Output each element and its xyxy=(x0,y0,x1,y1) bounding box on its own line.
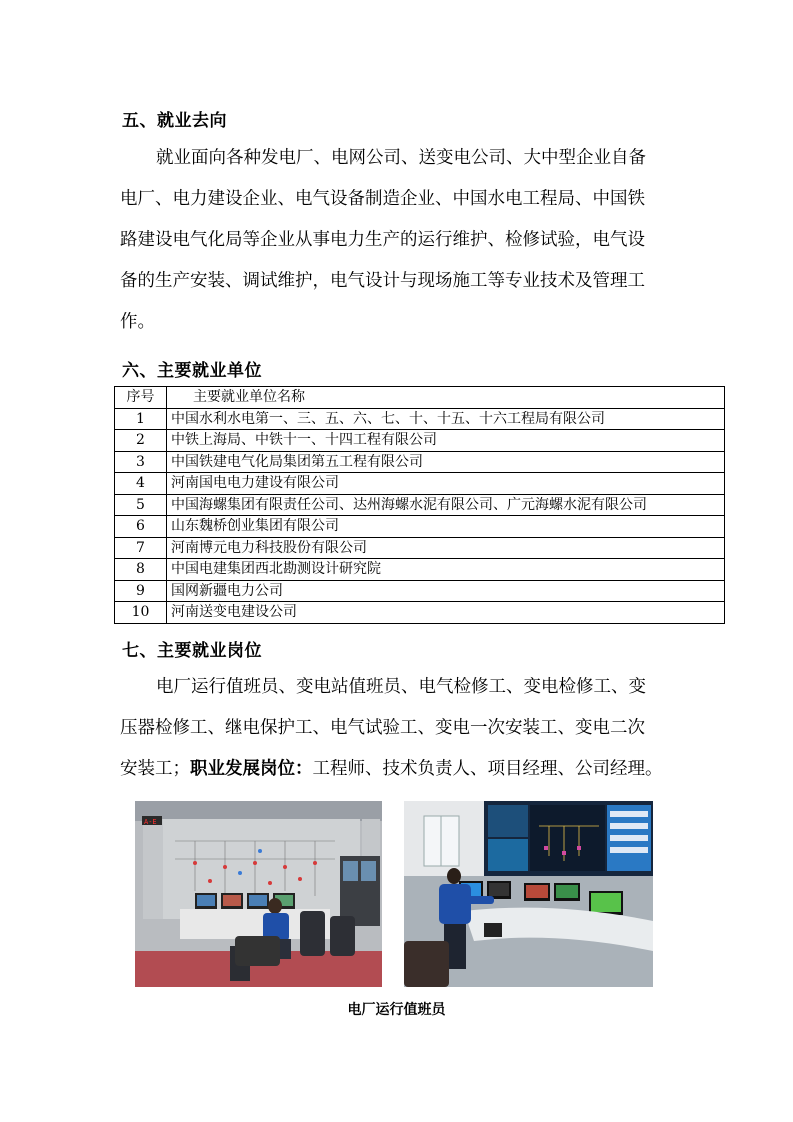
paragraph-line xyxy=(120,749,680,790)
section7-paragraph xyxy=(120,667,680,790)
section7-heading: 七、主要就业岗位 xyxy=(122,641,262,661)
table-row xyxy=(115,494,725,516)
table-row xyxy=(115,516,725,538)
display-readout: A-E xyxy=(144,818,157,826)
control-room-illustration xyxy=(135,801,382,987)
section5-heading: 五、就业去向 xyxy=(122,111,227,131)
table-row xyxy=(115,602,725,624)
row-name: 中国电建集团西北勘测设计研究院 xyxy=(167,559,725,581)
paragraph-line: 就业面向各种发电厂、电网公司、送变电公司、大中型企业自备 xyxy=(156,148,646,168)
row-name: 国网新疆电力公司 xyxy=(167,580,725,602)
table-header-row xyxy=(115,387,725,409)
photo-caption: 电厂运行值班员 xyxy=(347,1002,446,1018)
career-label: 职业发展岗位： xyxy=(190,759,313,779)
table-row xyxy=(115,559,725,581)
photo-control-room-right xyxy=(404,801,653,987)
table-row xyxy=(115,408,725,430)
row-no: 2 xyxy=(115,430,167,452)
row-name: 中铁上海局、中铁十一、十四工程有限公司 xyxy=(167,430,725,452)
paragraph-line: 电厂运行值班员、变电站值班员、电气检修工、变电检修工、变 xyxy=(156,677,646,697)
section5-paragraph xyxy=(120,138,680,343)
table-row xyxy=(115,430,725,452)
employer-table xyxy=(114,386,725,624)
row-no: 10 xyxy=(115,602,167,624)
row-name: 河南国电电力建设有限公司 xyxy=(167,473,725,495)
row-no: 4 xyxy=(115,473,167,495)
row-no: 8 xyxy=(115,559,167,581)
table-row xyxy=(115,537,725,559)
table-row xyxy=(115,580,725,602)
row-name: 河南博元电力科技股份有限公司 xyxy=(167,537,725,559)
row-name: 河南送变电建设公司 xyxy=(167,602,725,624)
row-no: 6 xyxy=(115,516,167,538)
paragraph-line: 电厂、电力建设企业、电气设备制造企业、中国水电工程局、中国铁 xyxy=(120,189,645,209)
row-name: 中国海螺集团有限责任公司、达州海螺水泥有限公司、广元海螺水泥有限公司 xyxy=(167,494,725,516)
table-row xyxy=(115,451,725,473)
row-name: 中国铁建电气化局集团第五工程有限公司 xyxy=(167,451,725,473)
dispatch-center-illustration xyxy=(404,801,653,987)
row-no: 1 xyxy=(115,408,167,430)
paragraph-line: 备的生产安装、调试维护，电气设计与现场施工等专业技术及管理工 xyxy=(120,271,645,291)
row-no: 3 xyxy=(115,451,167,473)
paragraph-line: 压器检修工、继电保护工、电气试验工、变电一次安装工、变电二次 xyxy=(120,718,645,738)
header-no: 序号 xyxy=(115,387,167,409)
row-no: 9 xyxy=(115,580,167,602)
row-name: 山东魏桥创业集团有限公司 xyxy=(167,516,725,538)
paragraph-line: 路建设电气化局等企业从事电力生产的运行维护、检修试验，电气设 xyxy=(120,230,645,250)
section6-heading: 六、主要就业单位 xyxy=(122,361,262,381)
photo-control-room-left xyxy=(135,801,382,987)
header-name: 主要就业单位名称 xyxy=(167,387,725,409)
table-row xyxy=(115,473,725,495)
last-line-prefix: 安装工； xyxy=(120,759,190,779)
row-no: 5 xyxy=(115,494,167,516)
paragraph-line: 作。 xyxy=(120,312,155,332)
row-no: 7 xyxy=(115,537,167,559)
row-name: 中国水利水电第一、三、五、六、七、十、十五、十六工程局有限公司 xyxy=(167,408,725,430)
last-line-suffix: 工程师、技术负责人、项目经理、公司经理。 xyxy=(312,759,663,779)
